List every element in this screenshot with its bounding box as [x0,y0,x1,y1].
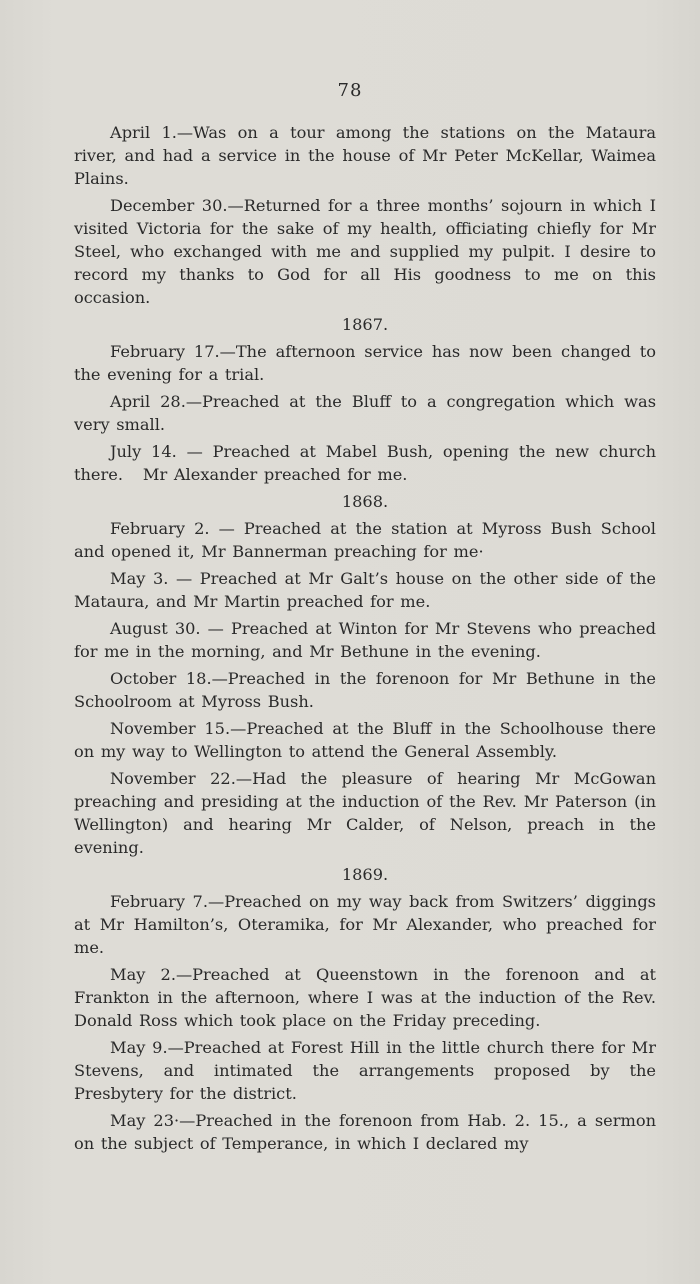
diary-entry: May 9.—Preached at Forest Hill in the little church there for Mr Stevens, and intimated the arrangements proposed by the Presbytery for the district. [74,1038,656,1103]
diary-entry: November 22.—Had the pleasure of hearing Mr McGowan preaching and presiding at the induction of the Rev. Mr Paterson (in Wellington) and hearing Mr Calder, of Nelson, preach in the evening. [74,769,656,857]
diary-entry: February 2. — Preached at the station at Myross Bush School and opened it, Mr Bannerman preaching for me· [74,519,656,561]
diary-entry: April 1.—Was on a tour among the stations on the Mataura river, and had a service in the house of Mr Peter McKellar, Waimea Plains. [74,123,656,188]
diary-entry: December 30.—Returned for a three months’ sojourn in which I visited Victoria for the sake of my health, officiating chiefly for Mr Steel, who exchanged with me and supplied my pulpit. I desire to record my thanks to God for all His goodness to me on this occasion. [74,196,656,307]
diary-entry: October 18.—Preached in the forenoon for Mr Bethune in the Schoolroom at Myross Bush. [74,669,656,711]
diary-entry: February 17.—The afternoon service has now been changed to the evening for a trial. [74,342,656,384]
diary-entry: May 3. — Preached at Mr Galt’s house on the other side of the Mataura, and Mr Martin preached for me. [74,569,656,611]
diary-entry: May 2.—Preached at Queenstown in the forenoon and at Frankton in the afternoon, where I was at the induction of the Rev. Donald Ross which took place on the Friday preceding. [74,965,656,1030]
diary-entry: August 30. — Preached at Winton for Mr Stevens who preached for me in the morning, and Mr Bethune in the evening. [74,619,656,661]
diary-entry: May 23·—Preached in the forenoon from Hab. 2. 15., a sermon on the subject of Temperance, in which I declared my [74,1111,656,1153]
diary-entry: July 14. — Preached at Mabel Bush, opening the new church there. Mr Alexander preached for me. [74,442,663,484]
page-number: 78 [337,80,363,101]
year-heading: 1867. [341,315,389,334]
year-heading: 1869. [341,865,389,884]
diary-entry: April 28.—Preached at the Bluff to a congregation which was very small. [74,392,656,434]
page-body [74,121,663,1159]
year-heading: 1868. [341,492,389,511]
diary-entry: November 15.—Preached at the Bluff in the Schoolhouse there on my way to Wellington to attend the General Assembly. [74,719,656,761]
diary-entry: February 7.—Preached on my way back from Switzers’ diggings at Mr Hamilton’s, Oteramika, for Mr Alexander, who preached for me. [74,892,656,957]
